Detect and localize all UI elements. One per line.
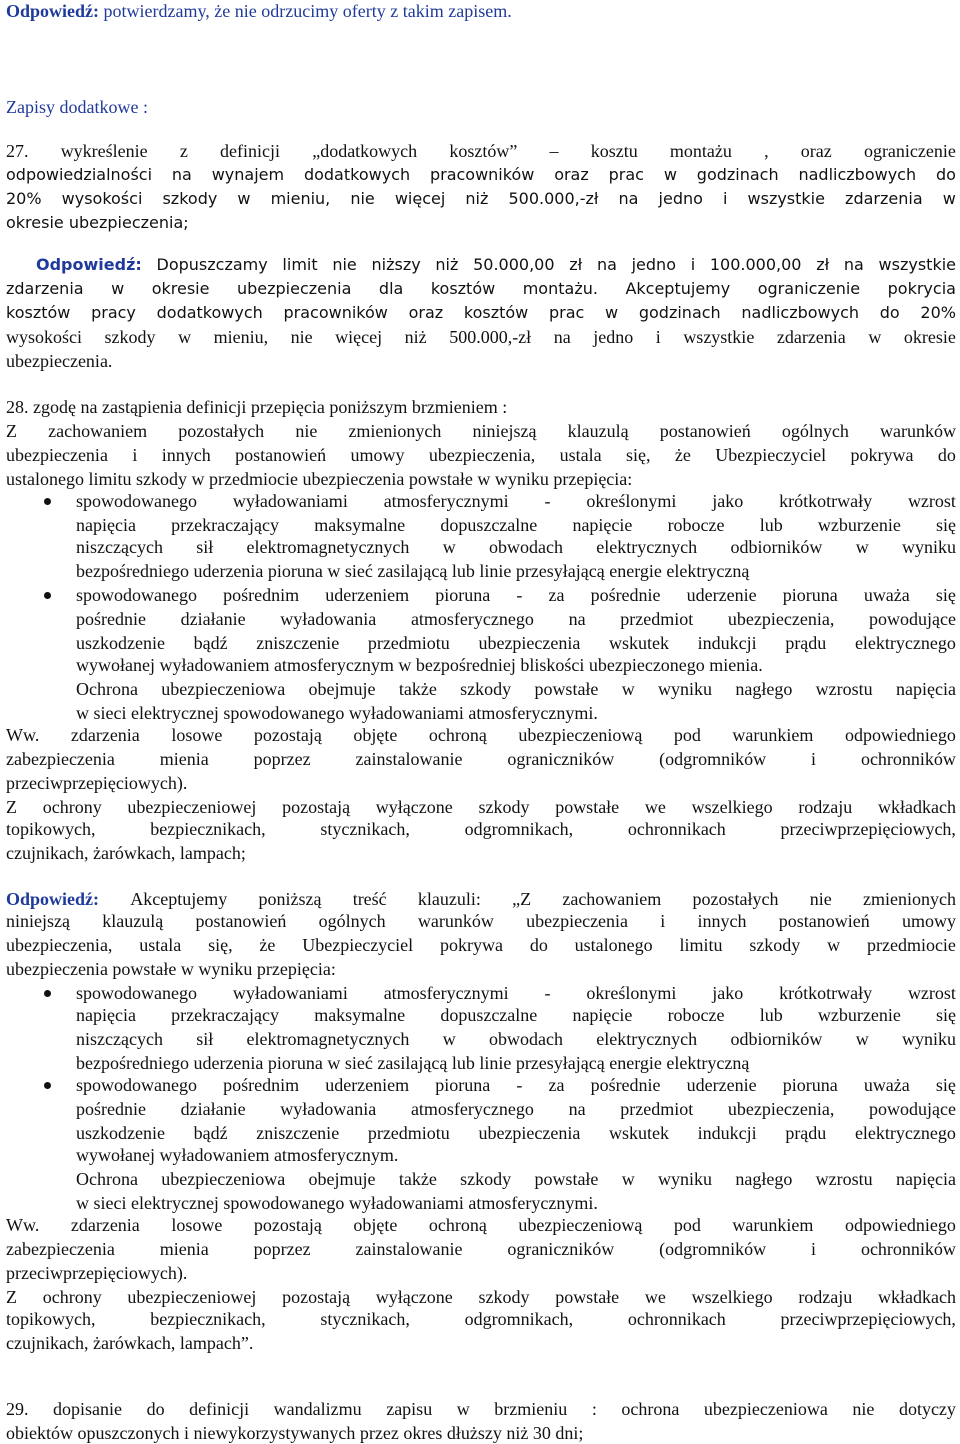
text-line: napięcia przekraczający maksymalne dopuszczalne napięcie robocze lub wzburzenie się xyxy=(76,515,956,535)
text-line: 29. dopisanie do definicji wandalizmu zapisu w brzmieniu : ochrona ubezpieczeniowa nie dotyczy xyxy=(6,1399,956,1419)
text-line: w sieci elektrycznej spowodowanego wyładowaniami atmosferycznymi. xyxy=(76,1193,598,1213)
text-line: zabezpieczenia mienia poprzez zainstalowanie ograniczników (odgromników i ochronników xyxy=(6,749,956,769)
text-line: Ww. zdarzenia losowe pozostają objęte ochroną ubezpieczeniową pod warunkiem odpowiedniego xyxy=(6,725,956,745)
text-line: zabezpieczenia mienia poprzez zainstalowanie ograniczników (odgromników i ochronników xyxy=(6,1239,956,1259)
text-line: napięcia przekraczający maksymalne dopuszczalne napięcie robocze lub wzburzenie się xyxy=(76,1005,956,1025)
text-line: Z ochrony ubezpieczeniowej pozostają wyłączone szkody powstałe we wszelkiego rodzaju wkładkach xyxy=(6,1287,956,1307)
text-line: Odpowiedź: potwierdzamy, że nie odrzucimy oferty z takim zapisem. xyxy=(6,1,512,21)
text-line: wywołanej wyładowaniem atmosferycznym w bezpośredniej bliskości ubezpieczonego mienia. xyxy=(76,655,763,675)
text-line: uszkodzenie bądź zniszczenie przedmiotu ubezpieczenia wskutek indukcji prądu elektrycznego xyxy=(76,1123,956,1143)
text-line: ubezpieczenia powstałe w wyniku przepięcia: xyxy=(6,959,336,979)
text-line: niniejszą klauzulą postanowień ogólnych warunków ubezpieczenia i innych postanowień umowy xyxy=(6,911,956,931)
text-line: ubezpieczenia, ustala się, że Ubezpieczyciel pokrywa do ustalonego limitu szkody w przedmiocie xyxy=(6,935,956,955)
text-line: Ochrona ubezpieczeniowa obejmuje także szkody powstałe w wyniku nagłego wzrostu napięcia xyxy=(76,1169,956,1189)
text-line: w sieci elektrycznej spowodowanego wyładowaniami atmosferycznymi. xyxy=(76,703,598,723)
text-line: Odpowiedź: Dopuszczamy limit nie niższy niż 50.000,00 zł na jedno i 100.000,00 zł na wszystkie xyxy=(36,255,956,274)
text-line: Z ochrony ubezpieczeniowej pozostają wyłączone szkody powstałe we wszelkiego rodzaju wkładkach xyxy=(6,797,956,817)
text-line: 28. zgodę na zastąpienia definicji przepięcia poniższym brzmieniem : xyxy=(6,397,508,417)
text-line: Ochrona ubezpieczeniowa obejmuje także szkody powstałe w wyniku nagłego wzrostu napięcia xyxy=(76,679,956,699)
text-line: Ww. zdarzenia losowe pozostają objęte ochroną ubezpieczeniową pod warunkiem odpowiedniego xyxy=(6,1215,956,1235)
text-line: Odpowiedź: Akceptujemy poniższą treść klauzuli: „Z zachowaniem pozostałych nie zmienionych xyxy=(6,889,956,909)
text-line: Zapisy dodatkowe : xyxy=(6,97,148,117)
text-line: niszczących sił elektromagnetycznych w obwodach elektrycznych odbiorników w wyniku xyxy=(76,537,956,557)
text-line: bezpośredniego uderzenia pioruna w sieć zasilającą lub linie przesyłającą energie elektryczną xyxy=(76,1053,750,1073)
text-line: bezpośredniego uderzenia pioruna w sieć zasilającą lub linie przesyłającą energie elektryczną xyxy=(76,561,750,581)
text-line: topikowych, bezpiecznikach, stycznikach, odgromnikach, ochronnikach przeciwprzepięciowych, xyxy=(6,819,956,839)
text-line: spowodowanego pośrednim uderzeniem pioruna - za pośrednie uderzenie pioruna uważa się xyxy=(76,1075,956,1095)
text-line: uszkodzenie bądź zniszczenie przedmiotu ubezpieczenia wskutek indukcji prądu elektrycznego xyxy=(76,633,956,653)
text-line: 27. wykreślenie z definicji „dodatkowych kosztów” – kosztu montażu , oraz ograniczenie xyxy=(6,141,956,161)
text-line: 20% wysokości szkody w mieniu, nie więcej niż 500.000,-zł na jedno i wszystkie zdarzenia w xyxy=(6,189,956,208)
text-line: przeciwprzepięciowych). xyxy=(6,773,188,793)
bullet-icon xyxy=(44,990,51,997)
bullet-icon xyxy=(44,498,51,505)
bullet-icon xyxy=(44,592,51,599)
text-line: czujnikach, żarówkach, lampach; xyxy=(6,843,246,863)
text-line: pośrednie działanie wyładowania atmosferycznego na przedmiot ubezpieczenia, powodujące xyxy=(76,1099,956,1119)
text-line: okresie ubezpieczenia; xyxy=(6,213,189,232)
text-line: ubezpieczenia. xyxy=(6,351,113,371)
text-line: niszczących sił elektromagnetycznych w obwodach elektrycznych odbiorników w wyniku xyxy=(76,1029,956,1049)
text-line: obiektów opuszczonych i niewykorzystywanych przez okres dłuższy niż 30 dni; xyxy=(6,1423,584,1443)
text-line: spowodowanego pośrednim uderzeniem pioruna - za pośrednie uderzenie pioruna uważa się xyxy=(76,585,956,605)
text-line: kosztów pracy dodatkowych pracowników oraz kosztów prac w godzinach nadliczbowych do 20% xyxy=(6,303,956,322)
text-line: wywołanej wyładowaniem atmosferycznym. xyxy=(76,1145,399,1165)
text-line: topikowych, bezpiecznikach, stycznikach, odgromnikach, ochronnikach przeciwprzepięciowych, xyxy=(6,1309,956,1329)
text-line: spowodowanego wyładowaniami atmosferycznymi - określonymi jako krótkotrwały wzrost xyxy=(76,491,956,511)
text-line: pośrednie działanie wyładowania atmosferycznego na przedmiot ubezpieczenia, powodujące xyxy=(76,609,956,629)
text-line: ustalonego limitu szkody w przedmiocie ubezpieczenia powstałe w wyniku przepięcia: xyxy=(6,469,633,489)
text-line: zdarzenia w okresie ubezpieczenia dla kosztów montażu. Akceptujemy ograniczenie pokrycia xyxy=(6,279,956,298)
text-line: czujnikach, żarówkach, lampach”. xyxy=(6,1333,254,1353)
text-line: wysokości szkody w mieniu, nie więcej niż 500.000,-zł na jedno i wszystkie zdarzenia w okresie xyxy=(6,327,956,347)
text-line: ubezpieczenia i innych postanowień umowy ubezpieczenia, ustala się, że Ubezpieczyciel pokrywa do xyxy=(6,445,956,465)
text-line: Z zachowaniem pozostałych nie zmienionych niniejszą klauzulą postanowień ogólnych warunków xyxy=(6,421,956,441)
bullet-icon xyxy=(44,1082,51,1089)
text-line: odpowiedzialności na wynajem dodatkowych pracowników oraz prac w godzinach nadliczbowych do xyxy=(6,165,956,184)
text-line: spowodowanego wyładowaniami atmosferycznymi - określonymi jako krótkotrwały wzrost xyxy=(76,983,956,1003)
text-line: przeciwprzepięciowych). xyxy=(6,1263,188,1283)
